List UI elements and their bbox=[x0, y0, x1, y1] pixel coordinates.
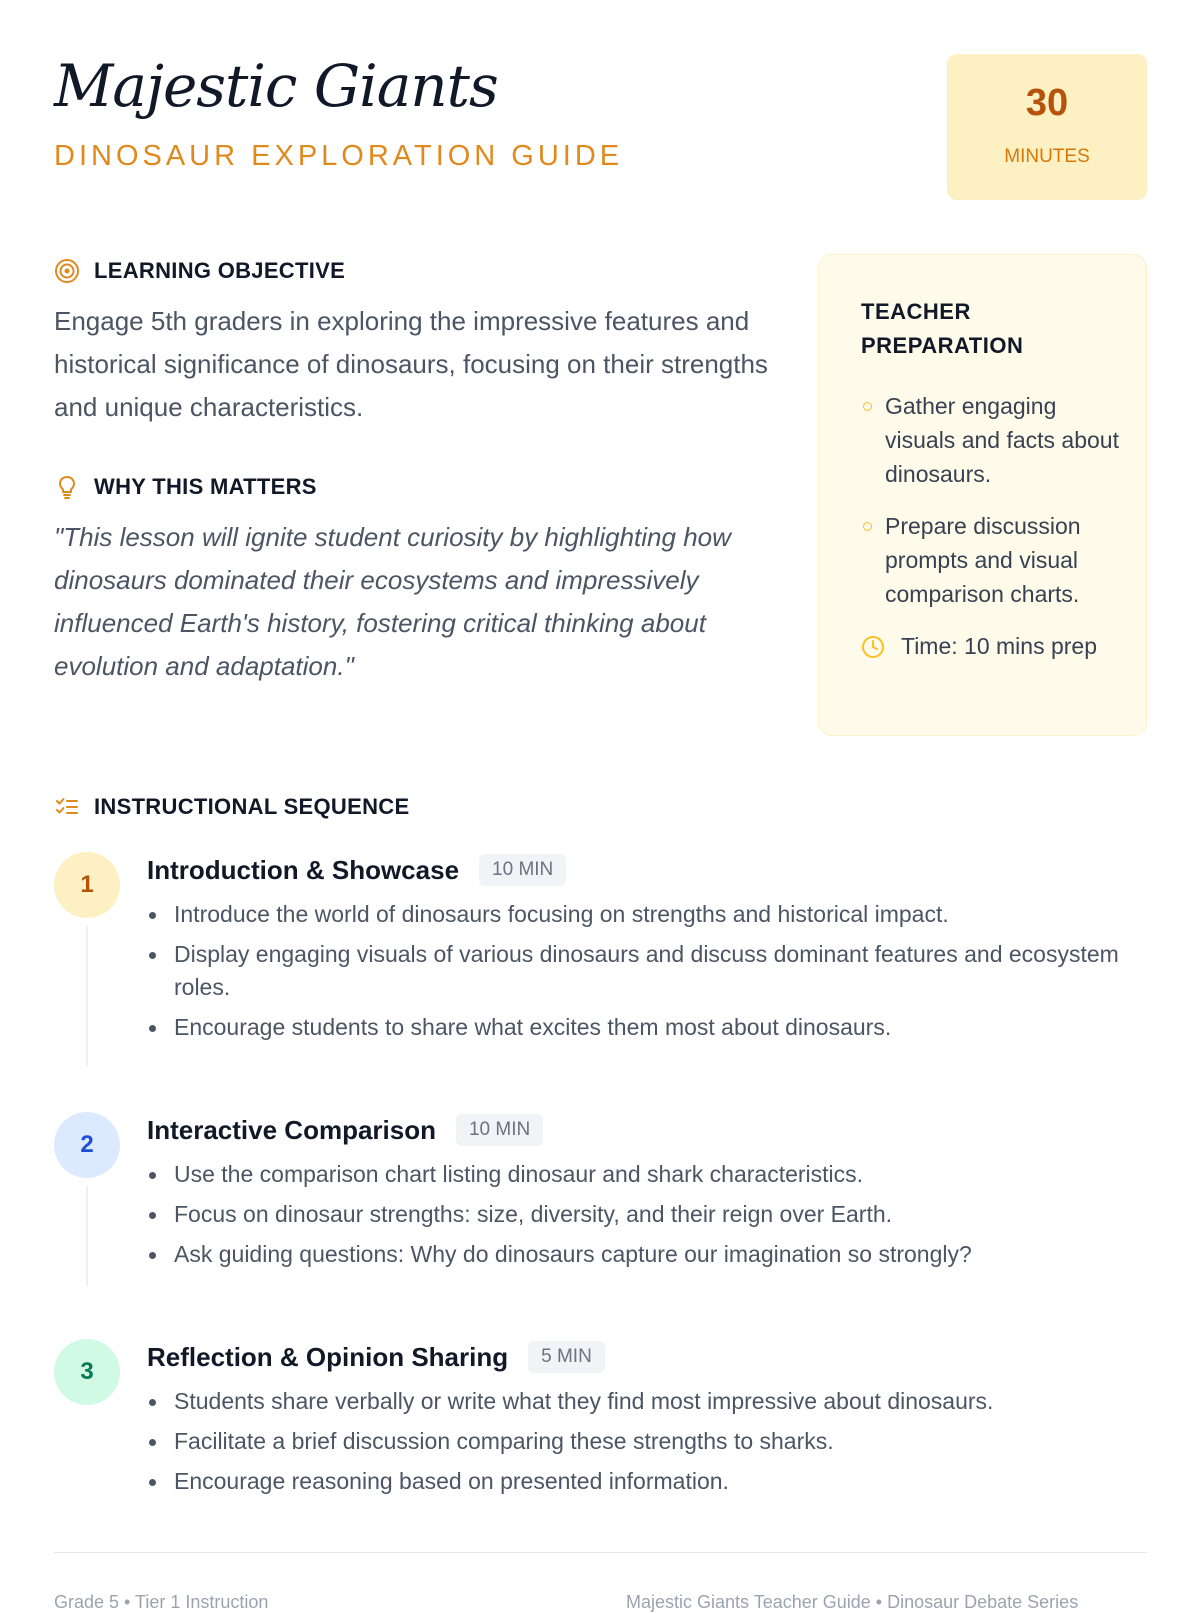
prep-item-text: Prepare discussion prompts and visual comparison charts. bbox=[885, 513, 1081, 607]
step-duration-badge: 10 MIN bbox=[456, 1114, 543, 1146]
lightbulb-icon bbox=[54, 474, 80, 500]
duration-badge bbox=[947, 54, 1147, 200]
step-number: 1 bbox=[54, 852, 120, 918]
objective-heading-label: LEARNING OBJECTIVE bbox=[94, 258, 346, 283]
step-header bbox=[147, 854, 566, 886]
prep-item-text: Gather engaging visuals and facts about dinosaurs. bbox=[885, 393, 1119, 487]
step-points bbox=[147, 1385, 1147, 1505]
list-item: Students share verbally or write what they find most impressive about dinosaurs. bbox=[147, 1385, 1147, 1418]
footer-left bbox=[54, 1592, 268, 1613]
footer-left-text: Grade 5 • Tier 1 Instruction bbox=[54, 1592, 269, 1612]
step-title: Reflection & Opinion Sharing bbox=[147, 1341, 509, 1372]
page-subtitle: DINOSAUR EXPLORATION GUIDE bbox=[54, 140, 624, 172]
duration-value: 30 bbox=[1025, 82, 1069, 124]
prep-heading: TEACHER PREPARATION bbox=[861, 299, 1024, 358]
clock-icon bbox=[861, 635, 885, 659]
step-duration-badge: 5 MIN bbox=[528, 1341, 605, 1373]
target-icon bbox=[54, 258, 80, 284]
list-item: Focus on dinosaur strengths: size, diversity, and their reign over Earth. bbox=[147, 1198, 1147, 1231]
step-title: Interactive Comparison bbox=[147, 1114, 436, 1145]
sequence-heading-label: INSTRUCTIONAL SEQUENCE bbox=[94, 794, 410, 819]
prep-time bbox=[861, 629, 1121, 663]
footer-right-text: Majestic Giants Teacher Guide • Dinosaur Debate Series bbox=[626, 1592, 1079, 1612]
why-heading-label: WHY THIS MATTERS bbox=[94, 474, 317, 499]
list-item: Ask guiding questions: Why do dinosaurs capture our imagination so strongly? bbox=[147, 1238, 1147, 1271]
step-duration-badge: 10 MIN bbox=[479, 854, 566, 886]
objective-text: Engage 5th graders in exploring the impressive features and historical significance of dinosaurs, focusing on their strengths and unique characteristics. bbox=[54, 306, 768, 422]
prep-time-text: Time: 10 mins prep bbox=[901, 633, 1097, 659]
step-points bbox=[147, 1158, 1147, 1278]
list-item: Display engaging visuals of various dinosaurs and discuss dominant features and ecosystem roles. bbox=[147, 938, 1147, 1004]
sequence-heading bbox=[54, 794, 409, 820]
duration-label: MINUTES bbox=[1004, 146, 1090, 167]
sequence-step bbox=[54, 1339, 1154, 1509]
list-item: Use the comparison chart listing dinosaur and shark characteristics. bbox=[147, 1158, 1147, 1191]
prep-item bbox=[861, 509, 1121, 611]
step-number: 2 bbox=[54, 1112, 120, 1178]
checklist-icon bbox=[54, 794, 80, 820]
step-connector bbox=[86, 1186, 88, 1286]
page-title: Majestic Giants bbox=[54, 52, 498, 120]
step-points bbox=[147, 898, 1147, 1051]
sequence-step bbox=[54, 852, 1154, 1072]
list-item: Encourage reasoning based on presented information. bbox=[147, 1465, 1147, 1498]
step-number: 3 bbox=[54, 1339, 120, 1405]
teacher-prep-card bbox=[818, 254, 1147, 736]
footer-divider bbox=[54, 1552, 1147, 1553]
bullet-icon bbox=[863, 522, 872, 531]
list-item: Introduce the world of dinosaurs focusing on strengths and historical impact. bbox=[147, 898, 1147, 931]
list-item: Facilitate a brief discussion comparing these strengths to sharks. bbox=[147, 1425, 1147, 1458]
bullet-icon bbox=[863, 402, 872, 411]
sequence-step bbox=[54, 1112, 1154, 1302]
why-heading bbox=[54, 474, 317, 500]
prep-item bbox=[861, 389, 1121, 491]
objective-heading bbox=[54, 258, 345, 284]
step-header bbox=[147, 1114, 543, 1146]
why-text: "This lesson will ignite student curiosity by highlighting how dinosaurs dominated their ecosystems and impressively influenced Earth's history, fostering critical thinking about evolution and adaptation." bbox=[54, 522, 731, 681]
step-header bbox=[147, 1341, 605, 1373]
step-title: Introduction & Showcase bbox=[147, 854, 460, 885]
list-item: Encourage students to share what excites them most about dinosaurs. bbox=[147, 1011, 1147, 1044]
step-connector bbox=[86, 926, 88, 1066]
